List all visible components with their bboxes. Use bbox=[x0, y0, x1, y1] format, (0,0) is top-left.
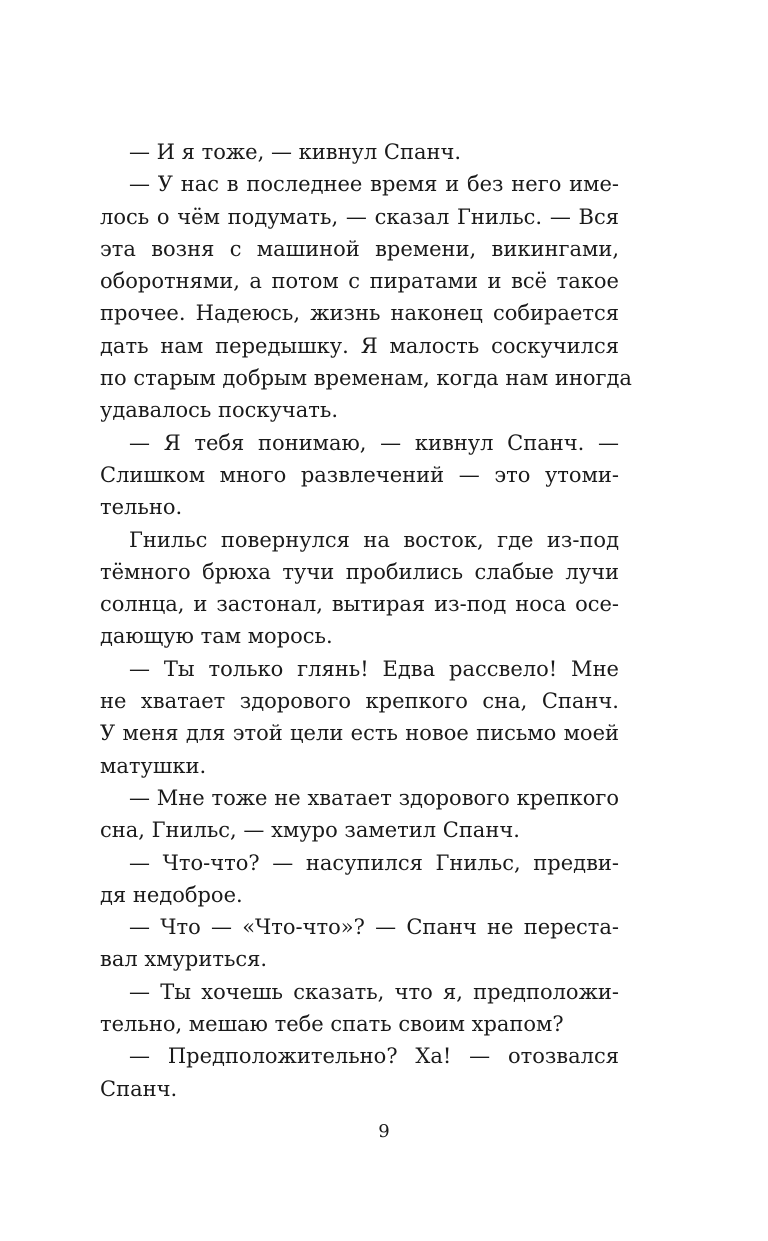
text-line: дающую там морось. bbox=[100, 624, 333, 649]
text-line: прочее. Надеюсь, жизнь наконец собирается bbox=[100, 301, 619, 326]
text-line: удавалось поскучать. bbox=[100, 398, 339, 423]
text-line: — Что — «Что-что»? — Спанч не переста- bbox=[129, 915, 619, 940]
text-line: сна, Гнильс, — хмуро заметил Спанч. bbox=[100, 818, 520, 843]
text-line: — Ты только глянь! Едва рассвело! Мне bbox=[129, 656, 619, 681]
text-line: У меня для этой цели есть новое письмо моей bbox=[100, 721, 619, 746]
text-line: Спанч. bbox=[100, 1076, 178, 1101]
text-line: Гнильс повернулся на восток, где из-под bbox=[129, 527, 619, 552]
text-line: дя недоброе. bbox=[100, 882, 243, 907]
text-line: — Ты хочешь сказать, что я, предположи- bbox=[129, 979, 619, 1004]
text-line: — Я тебя понимаю, — кивнул Спанч. — bbox=[129, 430, 619, 455]
text-line: солнца, и застонал, вытирая из-под носа осе- bbox=[100, 592, 619, 617]
body-text bbox=[100, 136, 632, 1105]
text-line: лось о чём подумать, — сказал Гнильс. — Вся bbox=[100, 204, 619, 229]
text-line: — Что-что? — насупился Гнильс, предви- bbox=[129, 850, 619, 875]
text-line: — Предположительно? Ха! — отозвался bbox=[129, 1044, 619, 1069]
text-line: оборотнями, а потом с пиратами и всё такое bbox=[100, 269, 619, 294]
text-line: дать нам передышку. Я малость соскучился bbox=[100, 333, 619, 358]
text-line: не хватает здорового крепкого сна, Спанч. bbox=[100, 689, 619, 714]
text-line: тельно, мешаю тебе спать своим храпом? bbox=[100, 1012, 564, 1037]
page-number: 9 bbox=[378, 1121, 390, 1142]
text-line: тёмного брюха тучи пробились слабые лучи bbox=[100, 559, 619, 584]
text-line: — У нас в последнее время и без него име- bbox=[129, 172, 619, 197]
text-line: матушки. bbox=[100, 753, 207, 778]
text-line: Слишком много развлечений — это утоми- bbox=[100, 462, 619, 487]
text-line: — И я тоже, — кивнул Спанч. bbox=[129, 140, 462, 164]
text-line: вал хмуриться. bbox=[100, 947, 268, 972]
text-line: эта возня с машиной времени, викингами, bbox=[100, 236, 619, 261]
text-line: по старым добрым временам, когда нам иногда bbox=[100, 366, 632, 391]
text-line: — Мне тоже не хватает здорового крепкого bbox=[129, 785, 619, 810]
text-line: тельно. bbox=[100, 495, 183, 520]
